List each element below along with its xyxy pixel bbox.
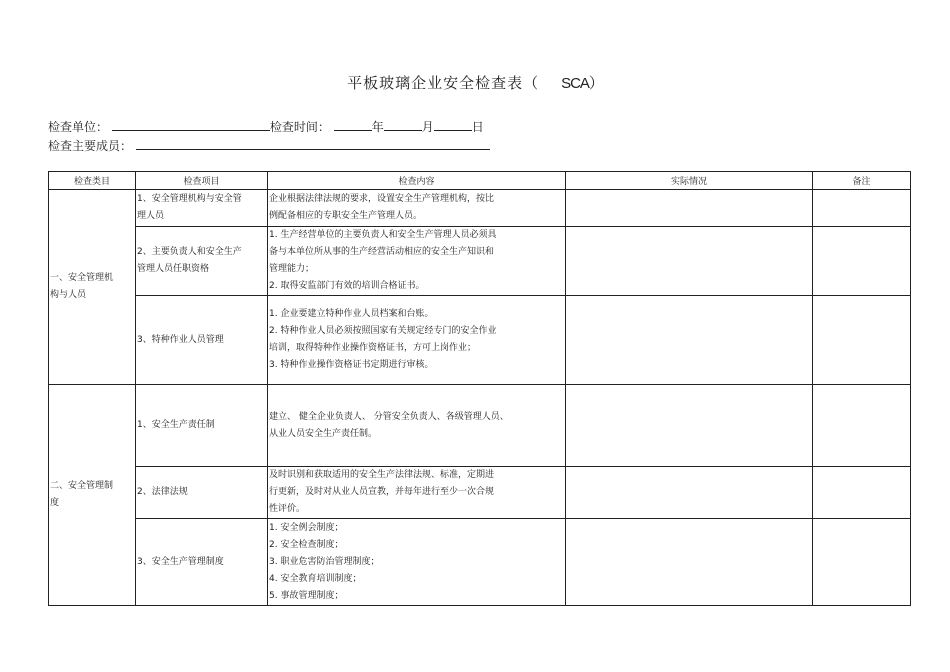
time-label: 检查时间： [269, 120, 330, 134]
item-cell [136, 296, 268, 385]
content-cell [268, 385, 566, 467]
inspection-table [48, 171, 911, 606]
table-header-row [49, 172, 911, 190]
actual-cell[interactable] [566, 296, 813, 385]
content-line: 3. 特种作业操作资格证书定期进行审核。 [269, 360, 434, 370]
month-label: 月 [421, 120, 434, 134]
actual-cell[interactable] [566, 519, 813, 606]
header-remark: 备注 [813, 172, 911, 190]
day-field[interactable] [434, 118, 472, 131]
header-actual: 实际情况 [566, 172, 813, 190]
content-line: 1. 生产经营单位的主要负责人和安全生产管理人员必须具 [269, 230, 497, 240]
table-row [49, 519, 911, 606]
content-line: 4. 安全教育培训制度； [269, 573, 362, 584]
table-row [49, 385, 911, 467]
item-cell [136, 519, 268, 606]
actual-cell[interactable] [566, 467, 813, 519]
item-text: 2、法律法规 [137, 487, 188, 497]
day-label: 日 [471, 120, 484, 134]
document-title [0, 72, 950, 93]
content-line: 管理能力； [269, 264, 315, 274]
content-line: 1. 安全例会制度； [269, 522, 344, 533]
header-category: 检查类目 [49, 172, 136, 190]
category-text: 一、安全管理机 [50, 273, 114, 283]
title-code: SCA） [561, 75, 603, 92]
content-cell [268, 519, 566, 606]
actual-cell[interactable] [566, 190, 813, 227]
content-line: 5. 事故管理制度； [269, 590, 344, 601]
content-line: 从业人员安全生产责任制。 [269, 428, 378, 439]
content-cell [268, 296, 566, 385]
content-line: 培训，取得特种作业操作资格证书，方可上岗作业； [269, 343, 477, 353]
table-row [49, 227, 911, 296]
remark-cell[interactable] [813, 190, 911, 227]
unit-label: 检查单位： [48, 120, 109, 134]
remark-cell[interactable] [813, 227, 911, 296]
content-line: 例配备相应的专职安全生产管理人员。 [269, 211, 423, 221]
item-text: 1、安全生产责任制 [137, 420, 215, 430]
remark-cell[interactable] [813, 467, 911, 519]
month-field[interactable] [384, 118, 422, 131]
content-line: 备与本单位所从事的生产经营活动相应的安全生产知识和 [269, 247, 495, 257]
content-line: 企业根据法律法规的要求，设置安全生产管理机构，按比 [269, 194, 495, 204]
item-text: 3、特种作业人员管理 [137, 334, 224, 345]
item-text: 管理人员任职资格 [137, 264, 210, 274]
year-field[interactable] [334, 118, 372, 131]
inspection-info-line [48, 118, 484, 135]
item-cell [136, 467, 268, 519]
actual-cell[interactable] [566, 227, 813, 296]
content-line: 2. 取得安监部门有效的培训合格证书。 [269, 281, 425, 291]
table-row [49, 467, 911, 519]
members-field[interactable] [136, 137, 490, 150]
item-text: 3、安全生产管理制度 [137, 556, 224, 567]
actual-cell[interactable] [566, 385, 813, 467]
item-cell [136, 227, 268, 296]
header-content: 检查内容 [268, 172, 566, 190]
item-cell [136, 385, 268, 467]
title-text: 平板玻璃企业安全检查表（ [347, 74, 540, 92]
content-line: 行更新，及时对从业人员宣教，并每年进行至少一次合规 [269, 487, 495, 497]
category-text: 度 [50, 498, 60, 508]
content-line: 及时识别和获取适用的安全生产法律法规、标准，定期进 [269, 470, 495, 480]
content-line: 2. 安全检查制度； [269, 539, 344, 550]
remark-cell[interactable] [813, 296, 911, 385]
content-line: 性评价。 [269, 504, 306, 514]
content-line: 3. 职业危害防治管理制度； [269, 556, 380, 567]
item-text: 理人员 [137, 211, 165, 221]
remark-cell[interactable] [813, 519, 911, 606]
category-cell [49, 190, 136, 385]
header-item: 检查项目 [136, 172, 268, 190]
content-line: 2. 特种作业人员必须按照国家有关规定经专门的安全作业 [269, 326, 497, 336]
content-cell [268, 467, 566, 519]
category-text: 构与人员 [50, 290, 87, 300]
content-line: 1. 企业要建立特种作业人员档案和台账。 [269, 309, 434, 319]
content-line: 建立、 健全企业负责人、 分管安全负责人、各级管理人员、 [269, 411, 509, 422]
category-text: 二、安全管理制 [50, 481, 114, 491]
item-cell [136, 190, 268, 227]
unit-field[interactable] [112, 118, 270, 131]
category-cell [49, 385, 136, 606]
members-label: 检查主要成员： [48, 139, 133, 153]
year-label: 年 [371, 120, 384, 134]
table-row [49, 190, 911, 227]
members-info-line [48, 137, 490, 154]
item-text: 2、主要负责人和安全生产 [137, 247, 242, 257]
table-row [49, 296, 911, 385]
content-cell [268, 227, 566, 296]
content-cell [268, 190, 566, 227]
remark-cell[interactable] [813, 385, 911, 467]
item-text: 1、安全管理机构与安全管 [137, 194, 242, 204]
